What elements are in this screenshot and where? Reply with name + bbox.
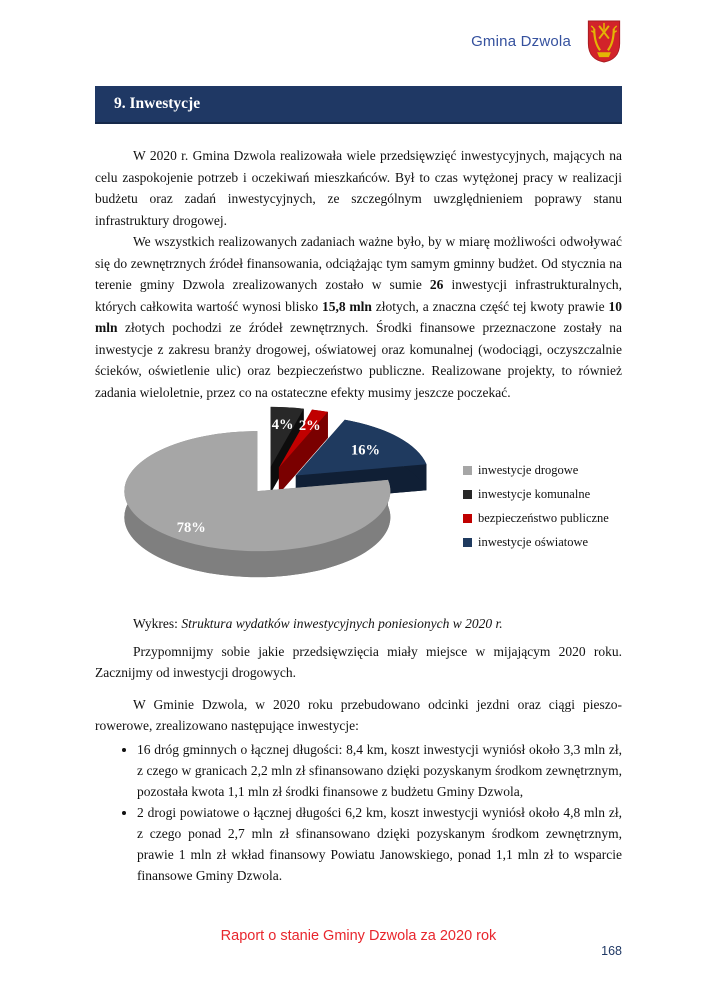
legend-item [463, 511, 609, 526]
footer-report-title: Raport o stanie Gminy Dzwola za 2020 rok [220, 928, 497, 944]
paragraph-intro: W 2020 r. Gmina Dzwola realizowała wiele przedsięwzięć inwestycyjnych, mających na celu zaspokojenie potrzeb i oczekiwań mieszkańców. Był to czas wytężonej pracy w realizacji budżetu oraz zadań inwestycyjnych, ze szczególnym uwzględnieniem poprawy stanu infrastruktury drogowej. [95, 148, 622, 228]
section-banner [95, 86, 622, 124]
paragraph-roads-intro: W Gminie Dzwola, w 2020 roku przebudowano odcinki jezdni oraz ciągi pieszo-rowerowe, zrealizowano następujące inwestycje: [95, 696, 622, 733]
legend-swatch [463, 514, 472, 523]
legend-label: inwestycje komunalne [478, 487, 591, 501]
legend-item [463, 463, 609, 478]
legend-swatch [463, 538, 472, 547]
legend-item [463, 487, 609, 502]
legend-swatch [463, 490, 472, 499]
page-number: 168 [601, 944, 622, 958]
list-item: • 16 dróg gminnych o łącznej długości: 8,4 km, koszt inwestycji wyniósł około 3,3 mln zł, z czego w granicach 2,2 mln zł sfinansowano dzięki pozyskanym środkom zewnętrznym, pozostała kwota 1,1 mln zł środki finansowe z budżetu Gminy Dzwola, [137, 739, 622, 802]
paragraph-budget: We wszystkich realizowanych zadaniach ważne było, by w miarę możliwości odwoływać się do zewnętrznych źródeł finansowania, odciążając tym samym gminny budżet. Od stycznia na terenie gminy Dzwola zrealizowanych zostało w sumie 26 inwestycji infrastrukturalnych, których całkowita wartość wynosi blisko 15,8 mln złotych, a znaczna część tej kwoty prawie 10 mln złotych pochodzi ze źródeł zewnętrznych. Środki finansowe przeznaczone zostały na inwestycje z zakresu branży drogowej, oświatowej oraz komunalnej (wodociągi, oczyszczalnie ścieków, oświetlenie ulic) oraz bezpieczeństwo publiczne. Realizowane projekty, to również zadania wieloletnie, przez co na ostateczne efekty musimy jeszcze poczekać. [95, 234, 622, 400]
paragraph-recall: Przypomnijmy sobie jakie przedsięwzięcia miały miejsce w mijającym 2020 roku. Zacznijmy od inwestycji drogowych. [95, 643, 622, 680]
dzwola-coat-of-arms-icon [586, 20, 622, 63]
svg-text:16%: 16% [351, 442, 381, 459]
legend-swatch [463, 466, 472, 475]
section-title: 9. Inwestycje [114, 95, 201, 112]
legend-item [463, 535, 609, 550]
svg-text:2%: 2% [298, 417, 321, 434]
legend-label: inwestycje oświatowe [478, 535, 589, 549]
investment-bullet-list [95, 739, 622, 886]
investment-pie-chart [95, 403, 622, 603]
page-content [95, 145, 622, 886]
legend-label: inwestycje drogowe [478, 463, 579, 477]
svg-text:4%: 4% [271, 416, 294, 433]
site-header [471, 20, 622, 63]
chart-legend [463, 463, 609, 559]
svg-text:78%: 78% [176, 520, 206, 537]
legend-label: bezpieczeństwo publiczne [478, 511, 609, 525]
list-item: • 2 drogi powiatowe o łącznej długości 6,2 km, koszt inwestycji wyniósł około 4,8 mln zł, z czego ponad 2,7 mln zł sfinansowano dzięki pozyskanym środkom zewnętrznym, prawie 1 mln zł wkład finansowy Powiatu Janowskiego, ponad 1,1 mln zł to wsparcie finansowe Gminy Dzwola. [137, 802, 622, 886]
site-name: Gmina Dzwola [471, 33, 571, 50]
chart-caption: Wykres: Struktura wydatków inwestycyjnych poniesionych w 2020 r. [133, 616, 503, 631]
